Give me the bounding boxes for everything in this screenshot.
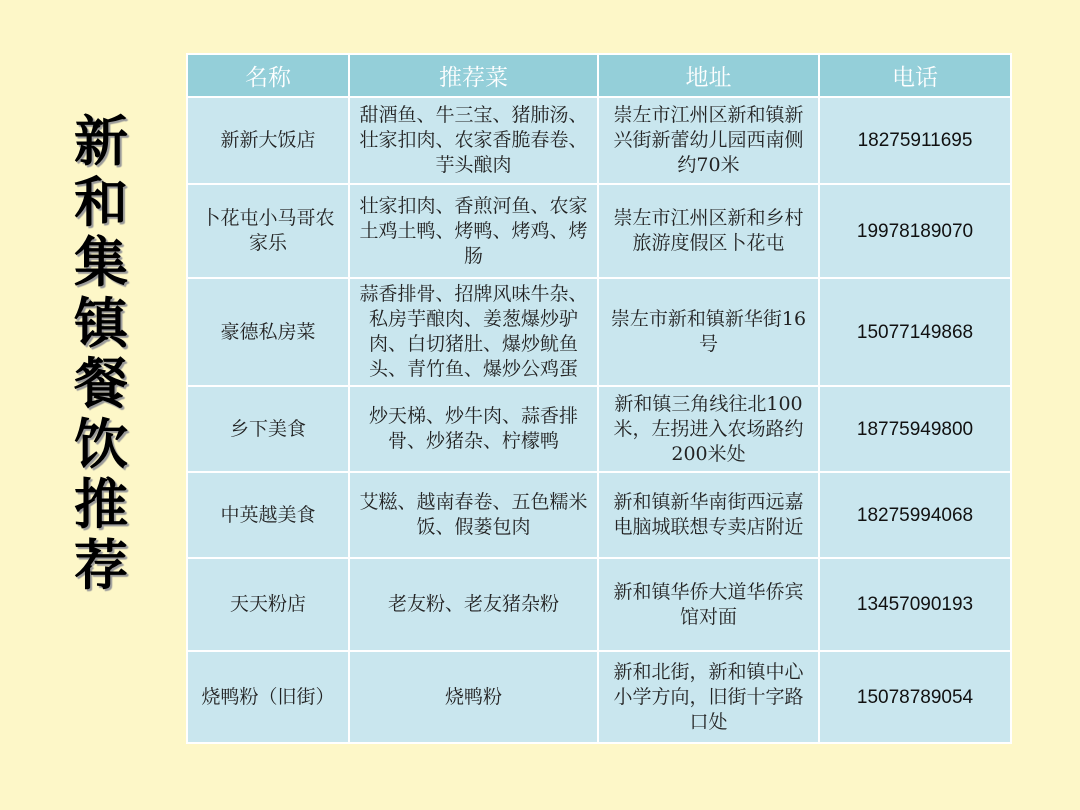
restaurant-phone: 15078789054 [819, 651, 1011, 743]
restaurant-address: 崇左市江州区新和乡村旅游度假区卜花屯 [598, 184, 819, 278]
restaurant-phone: 18775949800 [819, 386, 1011, 472]
table-row [187, 651, 1011, 743]
restaurant-name: 卜花屯小马哥农家乐 [187, 184, 349, 278]
restaurant-name: 烧鸭粉（旧街） [187, 651, 349, 743]
restaurant-phone: 18275994068 [819, 472, 1011, 558]
restaurant-phone: 19978189070 [819, 184, 1011, 278]
table-row [187, 278, 1011, 386]
restaurant-name: 天天粉店 [187, 558, 349, 651]
restaurant-phone: 13457090193 [819, 558, 1011, 651]
recommended-dishes: 艾糍、越南春卷、五色糯米饭、假蒌包肉 [349, 472, 598, 558]
column-header-name: 名称 [187, 54, 349, 97]
table-row [187, 386, 1011, 472]
restaurant-phone: 15077149868 [819, 278, 1011, 386]
title-char: 饮 [74, 412, 128, 476]
recommended-dishes: 蒜香排骨、招牌风味牛杂、私房芋酿肉、姜葱爆炒驴肉、白切猪肚、爆炒鱿鱼头、青竹鱼、爆炒公鸡蛋 [349, 278, 598, 386]
recommended-dishes: 炒天梯、炒牛肉、蒜香排骨、炒猪杂、柠檬鸭 [349, 386, 598, 472]
restaurant-address: 崇左市江州区新和镇新兴街新蕾幼儿园西南侧约70米 [598, 97, 819, 184]
title-char: 集 [74, 231, 128, 294]
restaurant-name: 乡下美食 [187, 386, 349, 472]
column-header-phone: 电话 [819, 54, 1011, 97]
title-char: 餐 [74, 352, 128, 415]
restaurant-address: 新和镇新华南街西远嘉电脑城联想专卖店附近 [598, 472, 819, 558]
restaurant-address: 新和镇华侨大道华侨宾馆对面 [598, 558, 819, 651]
recommended-dishes: 老友粉、老友猪杂粉 [349, 558, 598, 651]
restaurant-name: 豪德私房菜 [187, 278, 349, 386]
restaurant-address: 新和北街，新和镇中心小学方向，旧街十字路口处 [598, 651, 819, 743]
column-header-dishes: 推荐菜 [349, 54, 598, 97]
recommended-dishes: 烧鸭粉 [349, 651, 598, 743]
restaurant-address: 新和镇三角线往北100米，左拐进入农场路约200米处 [598, 386, 819, 472]
title-char: 新 [74, 110, 128, 173]
title-char: 和 [74, 170, 128, 234]
table-row [187, 472, 1011, 558]
title-char: 推 [74, 473, 128, 536]
column-header-address: 地址 [598, 54, 819, 97]
title-char: 镇 [74, 291, 128, 355]
table-row [187, 558, 1011, 651]
restaurant-name: 中英越美食 [187, 472, 349, 558]
recommended-dishes: 甜酒鱼、牛三宝、猪肺汤、壮家扣肉、农家香脆春卷、芋头酿肉 [349, 97, 598, 184]
restaurant-address: 崇左市新和镇新华街16号 [598, 278, 819, 386]
restaurant-phone: 18275911695 [819, 97, 1011, 184]
restaurant-name: 新新大饭店 [187, 97, 349, 184]
table-row [187, 97, 1011, 184]
table-header-row [187, 54, 1011, 97]
table-row [187, 184, 1011, 278]
slide-title [66, 112, 136, 596]
recommended-dishes: 壮家扣肉、香煎河鱼、农家土鸡土鸭、烤鸭、烤鸡、烤肠 [349, 184, 598, 278]
restaurant-table [186, 53, 1012, 744]
title-char: 荐 [74, 533, 128, 597]
